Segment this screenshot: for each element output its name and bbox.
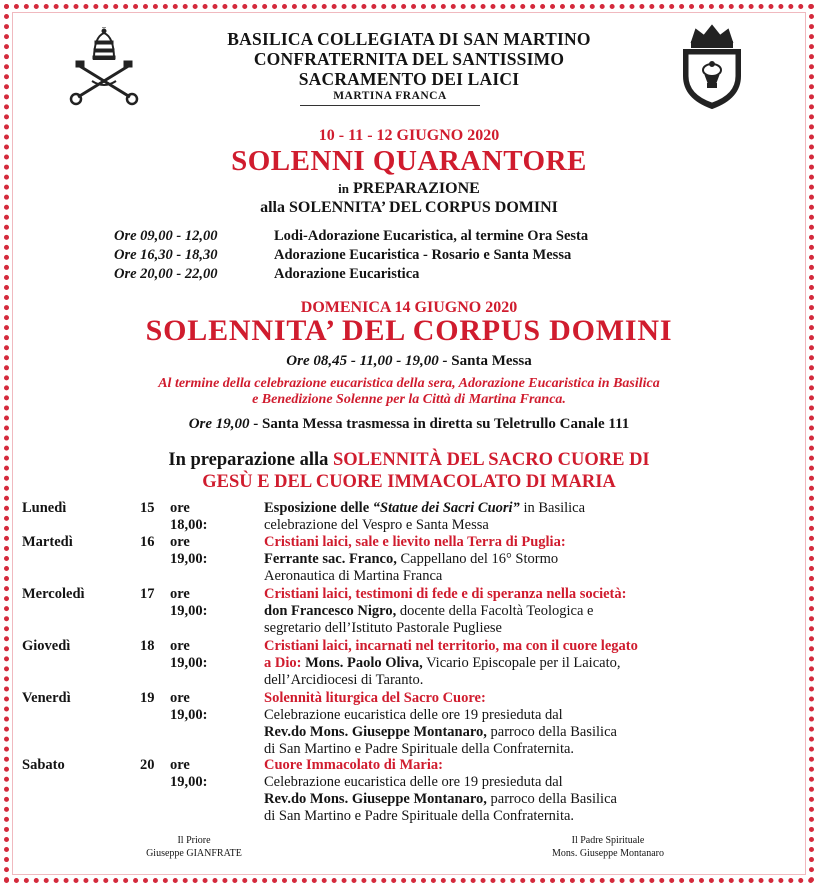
tv-text: - Santa Messa trasmessa in diretta su Teletrullo Canale 111	[253, 416, 630, 432]
day-description	[264, 757, 804, 825]
plain-text: docente della Facoltà Teologica e	[396, 603, 594, 619]
schedule-text: Lodi-Adorazione Eucaristica, al termine Ora Sesta	[274, 228, 589, 244]
description-line	[264, 655, 804, 672]
day-number: 18	[140, 638, 155, 654]
day-time: ore 19,00:	[170, 638, 208, 671]
day-name: Giovedì	[22, 638, 71, 654]
day-description	[264, 638, 804, 689]
signature-left-role: Il Priore	[177, 835, 211, 846]
day-name: Venerdì	[22, 690, 71, 706]
sacro-cuore-title-1: SOLENNITÀ DEL SACRO CUORE DI	[333, 450, 650, 470]
adoration-note-line-2: e Benedizione Solenne per la Città di Martina Franca.	[252, 392, 566, 407]
masses-time: Ore 08,45 - 11,00 - 19,00 -	[286, 353, 448, 369]
signature-right-role: Il Padre Spirituale	[571, 835, 645, 846]
signature-left	[104, 834, 284, 860]
speaker-text: Esposizione delle	[264, 500, 370, 516]
description-line	[264, 551, 804, 568]
day-number: 20	[140, 757, 155, 773]
day-time: ore 18,00:	[170, 500, 208, 533]
church-header	[0, 29, 818, 89]
day-number: 17	[140, 586, 155, 602]
topic-text: Solennità liturgica del Sacro Cuore:	[264, 690, 486, 706]
topic-text: Cristiani laici, sale e lievito nella Terra di Puglia:	[264, 534, 566, 550]
topic-text: Cuore Immacolato di Maria:	[264, 757, 443, 773]
preparazione-word: PREPARAZIONE	[353, 180, 480, 197]
speaker-text: Ferrante sac. Franco,	[264, 551, 397, 567]
plain-text: parroco della Basilica	[486, 791, 617, 807]
day-number: 16	[140, 534, 155, 550]
schedule-row	[114, 247, 571, 264]
plain-text: di San Martino e Padre Spirituale della Confraternita.	[264, 741, 575, 757]
plain-text: di San Martino e Padre Spirituale della Confraternita.	[264, 808, 575, 824]
plain-text: dell’Arcidiocesi di Taranto.	[264, 672, 424, 688]
description-line	[264, 620, 804, 637]
description-line	[264, 690, 804, 707]
description-line	[264, 791, 804, 808]
quarantore-subtitle: alla SOLENNITA’ DEL CORPUS DOMINI	[260, 199, 558, 216]
description-line	[264, 741, 804, 758]
quarantore-dates: 10 - 11 - 12 GIUGNO 2020	[318, 127, 500, 144]
day-time: ore 19,00:	[170, 757, 208, 790]
day-number: 19	[140, 690, 155, 706]
speaker-text: Rev.do Mons. Giuseppe Montanaro,	[264, 791, 487, 807]
day-description	[264, 500, 804, 534]
description-line	[264, 707, 804, 724]
plain-text: celebrazione del Vespro e Santa Messa	[264, 517, 489, 533]
day-number: 15	[140, 500, 155, 516]
description-line	[264, 568, 804, 585]
day-time: ore 19,00:	[170, 534, 208, 567]
quarantore-title: SOLENNI QUARANTORE	[231, 145, 587, 177]
description-line	[264, 808, 804, 825]
description-line	[264, 586, 804, 603]
schedule-row	[114, 266, 419, 283]
signature-right	[518, 834, 698, 860]
day-name: Mercoledì	[22, 586, 85, 602]
quoted-text: “Statue dei Sacri Cuori”	[369, 500, 520, 516]
day-description	[264, 690, 804, 758]
schedule-row	[114, 228, 588, 245]
day-description	[264, 586, 804, 637]
day-description	[264, 534, 804, 585]
signature-left-name: Giuseppe GIANFRATE	[146, 848, 242, 859]
schedule-time: Ore 16,30 - 18,30	[114, 247, 218, 263]
sacro-cuore-heading	[0, 449, 818, 493]
plain-text: Celebrazione eucaristica delle ore 19 presieduta dal	[264, 707, 563, 723]
corpus-domini-date: DOMENICA 14 GIUGNO 2020	[300, 299, 518, 316]
plain-text: Vicario Episcopale per il Laicato,	[422, 655, 621, 671]
tv-time: Ore 19,00	[188, 416, 250, 432]
header-line-3: SACRAMENTO DEI LAICI	[298, 69, 520, 89]
city-name: MARTINA FRANCA	[300, 90, 480, 106]
topic-text: a Dio:	[264, 655, 302, 671]
schedule-time: Ore 09,00 - 12,00	[114, 228, 218, 244]
corpus-domini-title: SOLENNITA’ DEL CORPUS DOMINI	[145, 314, 673, 347]
description-line	[264, 774, 804, 791]
day-name: Sabato	[22, 757, 65, 773]
description-line	[264, 517, 804, 534]
description-line	[264, 534, 804, 551]
sacro-cuore-title-2: GESÙ E DEL CUORE IMMACOLATO DI MARIA	[202, 472, 616, 492]
description-line	[264, 500, 804, 517]
header-line-1: BASILICA COLLEGIATA DI SAN MARTINO	[227, 29, 591, 49]
quarantore-preparazione	[0, 180, 818, 198]
schedule-time: Ore 20,00 - 22,00	[114, 266, 218, 282]
sacro-cuore-intro: In preparazione alla	[168, 450, 329, 470]
day-time: ore 19,00:	[170, 690, 208, 723]
description-line	[264, 603, 804, 620]
in-word: in	[338, 181, 349, 196]
plain-text: in Basilica	[519, 500, 586, 516]
schedule-text: Adorazione Eucaristica - Rosario e Santa Messa	[274, 247, 572, 263]
description-line	[264, 757, 804, 774]
day-name: Martedì	[22, 534, 73, 550]
adoration-note-line-1: Al termine della celebrazione eucaristica della sera, Adorazione Eucaristica in Basilica	[158, 376, 660, 391]
description-line	[264, 724, 804, 741]
masses-text: Santa Messa	[451, 353, 532, 369]
day-name: Lunedì	[22, 500, 67, 516]
plain-text: parroco della Basilica	[486, 724, 617, 740]
topic-text: Cristiani laici, incarnati nel territorio, ma con il cuore legato	[264, 638, 638, 654]
speaker-text: Mons. Paolo Oliva,	[301, 655, 423, 671]
description-line	[264, 638, 804, 655]
plain-text: Celebrazione eucaristica delle ore 19 presieduta dal	[264, 774, 563, 790]
day-time: ore 19,00:	[170, 586, 208, 619]
plain-text: Cappellano del 16° Stormo	[396, 551, 559, 567]
speaker-text: Rev.do Mons. Giuseppe Montanaro,	[264, 724, 487, 740]
header-line-2: CONFRATERNITA DEL SANTISSIMO	[253, 49, 565, 69]
topic-text: Cristiani laici, testimoni di fede e di speranza nella società:	[264, 586, 627, 602]
masses-line	[0, 353, 818, 370]
description-line	[264, 672, 804, 689]
plain-text: segretario dell’Istituto Pastorale Pugliese	[264, 620, 502, 636]
plain-text: Aeronautica di Martina Franca	[264, 568, 443, 584]
signature-right-name: Mons. Giuseppe Montanaro	[552, 848, 664, 859]
schedule-text: Adorazione Eucaristica	[274, 266, 420, 282]
tv-broadcast-line	[0, 416, 818, 433]
speaker-text: don Francesco Nigro,	[264, 603, 397, 619]
